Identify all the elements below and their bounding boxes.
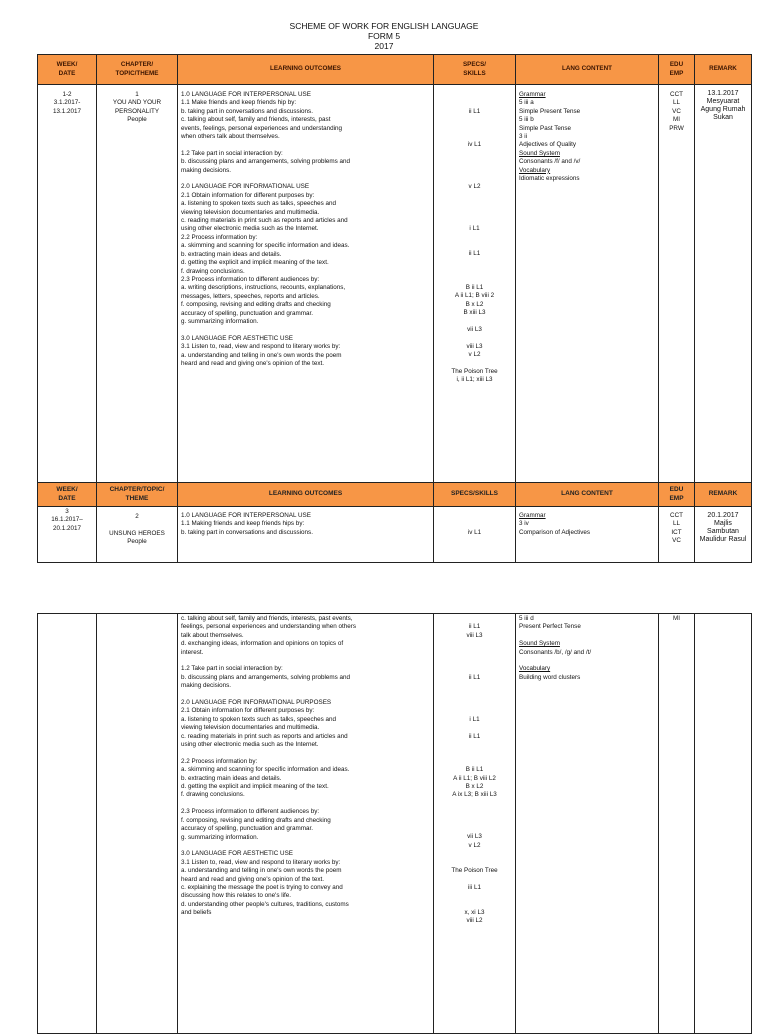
outcome-line: 3.0 LANGUAGE FOR AESTHETIC USE	[181, 850, 293, 858]
outcome-line: a. understanding and telling in one's own words the poem	[181, 867, 342, 875]
specs-line: A ii L1; B viii 2	[454, 292, 495, 300]
outcome-line: using other electronic media such as the Internet.	[181, 741, 319, 749]
specs-line	[437, 158, 512, 166]
outcome-line: when others talk about themselves.	[181, 133, 280, 141]
specs-line	[437, 900, 512, 908]
outcomes-cell	[178, 507, 434, 563]
outcome-line: c. reading materials in print such as reports and articles and	[181, 217, 348, 225]
outcome-line: messages, letters, speeches, reports and articles.	[181, 292, 320, 300]
outcome-line: 1.1 Make friends and keep friends hip by:	[181, 99, 297, 107]
scheme-table-page-2	[37, 613, 752, 1034]
outcome-line: 2.1 Obtain information for different purposes by:	[181, 191, 315, 199]
remark-cell: 13.1.2017 Mesyuarat Agung Rumah Sukan	[695, 85, 752, 483]
table-row-week-3-continued	[38, 614, 752, 1034]
outcome-line: d. getting the explicit and implicit meaning of the text.	[181, 259, 329, 267]
outcome-line: b. taking part in conversations and discussions.	[181, 107, 313, 115]
specs-line: vii L3	[467, 833, 482, 841]
outcome-line: 2.2 Process information by:	[181, 233, 258, 241]
specs-line	[437, 749, 512, 757]
outcome-line: 2.3 Process information to different audiences by:	[181, 275, 320, 283]
specs-line	[437, 217, 512, 225]
col-header-specs-2: SPECS/SKILLS	[434, 483, 516, 507]
specs-line	[437, 808, 512, 816]
chapter-cell	[97, 614, 178, 1034]
outcome-line: 2.3 Process information to different audiences by:	[181, 808, 320, 816]
outcome-line: a. writing descriptions, instructions, recounts, explanations,	[181, 284, 346, 292]
specs-line: iv L1	[467, 528, 482, 536]
outcome-line: a. listening to spoken texts such as talks, speeches and	[181, 200, 337, 208]
col-header-chapter: CHAPTER/ TOPIC/THEME	[97, 55, 178, 85]
outcome-line: a. understanding and telling in one's own words the poem	[181, 351, 342, 359]
outcome-line: using other electronic media such as the Internet.	[181, 225, 319, 233]
outcome-line: 2.2 Process information by:	[181, 757, 258, 765]
remark-cell: 20.1.2017 Majlis Sambutan Maulidur Rasul	[695, 507, 752, 563]
outcome-line: f. drawing conclusions.	[181, 791, 245, 799]
outcome-line: viewing television documentaries and multimedia.	[181, 724, 320, 732]
lang-content-cell	[516, 85, 659, 483]
title-line-1: SCHEME OF WORK FOR ENGLISH LANGUAGE	[289, 21, 479, 31]
specs-line	[437, 318, 512, 326]
outcome-line	[181, 141, 430, 149]
chapter-cell: 2 UNSUNG HEROES People	[97, 507, 178, 563]
lang-content-line: Simple Past Tense	[519, 124, 572, 132]
specs-cell	[434, 507, 516, 563]
col-header-lang-content-2: LANG CONTENT	[516, 483, 659, 507]
specs-line	[437, 259, 512, 267]
col-header-remark-2: REMARK	[695, 483, 752, 507]
specs-cell	[434, 614, 516, 1034]
scheme-table-page-1	[37, 54, 752, 563]
specs-line: ii L1	[468, 623, 481, 631]
outcome-line: viewing television documentaries and multimedia.	[181, 208, 320, 216]
specs-line	[437, 615, 512, 623]
lang-content-line: Vocabulary	[519, 665, 551, 673]
specs-line: B x L2	[465, 782, 484, 790]
specs-line	[437, 234, 512, 242]
outcomes-cell	[178, 614, 434, 1034]
outcome-line: 2.0 LANGUAGE FOR INFORMATIONAL USE	[181, 183, 310, 191]
edu-emp-cell: CCT LL VC MI PRW	[659, 85, 695, 483]
outcome-line: f. drawing conclusions.	[181, 267, 245, 275]
specs-line: ii L1	[468, 673, 481, 681]
specs-line	[437, 133, 512, 141]
remark-cell	[695, 614, 752, 1034]
edu-emp-cell: CCT LL ICT VC	[659, 507, 695, 563]
specs-line: x, xi L3	[464, 908, 485, 916]
specs-line	[437, 192, 512, 200]
col-header-lang-content: LANG CONTENT	[516, 55, 659, 85]
outcome-line: g. summarizing information.	[181, 317, 259, 325]
specs-line	[437, 892, 512, 900]
specs-line: B ii L1	[465, 766, 484, 774]
col-header-edu-emp-2: EDU EMP	[659, 483, 695, 507]
specs-line	[437, 334, 512, 342]
specs-line: ii L1	[468, 107, 481, 115]
specs-line: A ii L1; B viii L2	[453, 774, 496, 782]
outcome-line: b. discussing plans and arrangements, solving problems and	[181, 673, 351, 681]
outcome-line: 3.1 Listen to, read, view and respond to literary works by:	[181, 858, 341, 866]
specs-line	[437, 640, 512, 648]
week-date-cell: 3 16.1.2017– 20.1.2017	[38, 507, 97, 563]
col-header-week: WEEK/ DATE	[38, 55, 97, 85]
outcome-line: heard and read and giving one's opinion of the text.	[181, 875, 324, 883]
outcome-line	[181, 691, 430, 699]
outcome-line: 1.0 LANGUAGE FOR INTERPERSONAL USE	[181, 512, 311, 519]
col-header-remark: REMARK	[695, 55, 752, 85]
outcome-line: f. composing, revising and editing drafts and checking	[181, 301, 331, 309]
lang-content-line: Present Perfect Tense	[519, 623, 581, 631]
lang-content-line: 5 iii b	[519, 116, 534, 124]
outcome-line: accuracy of spelling, punctuation and grammar.	[181, 825, 313, 833]
lang-content-cell	[516, 614, 659, 1034]
specs-line: vii L3	[467, 326, 482, 334]
col-header-outcomes: LEARNING OUTCOMES	[178, 55, 434, 85]
specs-line	[437, 691, 512, 699]
lang-content-line: 3 ii	[519, 133, 528, 141]
specs-line: viii L3	[466, 631, 483, 639]
specs-line	[437, 850, 512, 858]
specs-line	[437, 150, 512, 158]
specs-line	[437, 758, 512, 766]
col-header-outcomes-2: LEARNING OUTCOMES	[178, 483, 434, 507]
outcome-line: 1.2 Take part in social interaction by:	[181, 149, 283, 157]
outcome-line: 1.1 Making friends and keep friends hips by:	[181, 520, 305, 528]
specs-line	[437, 649, 512, 657]
specs-line: ii L1	[468, 250, 481, 258]
outcome-line: d. understanding other people's cultures, traditions, customs	[181, 900, 349, 908]
specs-line: B x L2	[465, 300, 484, 308]
outcome-line: making decisions.	[181, 682, 232, 690]
outcome-line: 1.0 LANGUAGE FOR INTERPERSONAL USE	[181, 91, 311, 98]
outcome-line: talk about themselves.	[181, 631, 244, 639]
outcome-line: f. composing, revising and editing drafts and checking	[181, 816, 331, 824]
outcome-line: heard and read and giving one's opinion of the text.	[181, 359, 324, 367]
outcome-line: making decisions.	[181, 166, 232, 174]
specs-line	[437, 267, 512, 275]
col-header-edu-emp: EDU EMP	[659, 55, 695, 85]
lang-content-line: Consonants /f/ and /v/	[519, 158, 581, 166]
document-title	[0, 21, 768, 51]
lang-content-cell	[516, 507, 659, 563]
outcome-line: accuracy of spelling, punctuation and grammar.	[181, 309, 313, 317]
outcome-line: d. getting the explicit and implicit meaning of the text.	[181, 783, 329, 791]
lang-content-line	[519, 657, 655, 665]
specs-line: i L1	[469, 225, 480, 233]
outcomes-cell	[178, 85, 434, 483]
col-header-specs: SPECS/ SKILLS	[434, 55, 516, 85]
outcome-line: events, feelings, personal experiences and understanding	[181, 124, 343, 132]
specs-line: iv L1	[467, 141, 482, 149]
specs-line	[437, 707, 512, 715]
lang-content-line: 5 iii d	[519, 615, 534, 622]
outcome-line: 1.2 Take part in social interaction by:	[181, 665, 283, 673]
specs-line	[437, 167, 512, 175]
outcome-line: b. extracting main ideas and details.	[181, 774, 282, 782]
outcome-line: a. listening to spoken texts such as talks, speeches and	[181, 715, 337, 723]
specs-line	[437, 657, 512, 665]
outcome-line: c. talking about self, family and friends, interests, past	[181, 116, 331, 124]
outcome-line: b. extracting main ideas and details.	[181, 250, 282, 258]
specs-line	[437, 741, 512, 749]
outcome-line: discussing how this relates to one's life.	[181, 892, 292, 900]
col-header-week-2: WEEK/ DATE	[38, 483, 97, 507]
lang-content-line: Grammar	[519, 91, 546, 98]
lang-content-line: Adjectives of Quality	[519, 141, 577, 149]
outcome-line: 3.0 LANGUAGE FOR AESTHETIC USE	[181, 334, 293, 342]
specs-line: B ii L1	[465, 284, 484, 292]
title-line-3: 2017	[374, 41, 394, 51]
week-date-cell: 1-2 3.1.2017- 13.1.2017	[38, 85, 97, 483]
specs-line	[437, 699, 512, 707]
specs-line	[437, 99, 512, 107]
outcome-line	[181, 175, 430, 183]
outcome-line: a. skimming and scanning for specific information and ideas.	[181, 242, 350, 250]
edu-emp-cell: MI	[659, 614, 695, 1034]
specs-line: ii L1	[468, 732, 481, 740]
outcome-line: b. taking part in conversations and discussions.	[181, 528, 313, 536]
outcome-line	[181, 800, 430, 808]
outcome-line: b. discussing plans and arrangements, solving problems and	[181, 158, 351, 166]
specs-line	[437, 512, 512, 520]
outcome-line: c. reading materials in print such as reports and articles and	[181, 732, 348, 740]
lang-content-line: 5 iii a	[519, 99, 534, 107]
outcome-line: feelings, personal experiences and understanding when others	[181, 623, 357, 631]
specs-line: v L2	[468, 351, 481, 359]
outcome-line	[181, 842, 430, 850]
outcome-line: 3.1 Listen to, read, view and respond to literary works by:	[181, 343, 341, 351]
outcome-line: interest.	[181, 648, 204, 656]
lang-content-line: Comparison of Adjectives	[519, 528, 591, 536]
lang-content-line: Idiomatic expressions	[519, 175, 580, 183]
outcome-line: d. exchanging ideas, information and opinions on topics of	[181, 640, 344, 648]
outcome-line: c. talking about self, family and friends, interests, past events,	[181, 615, 353, 622]
specs-line	[437, 91, 512, 99]
specs-line	[437, 520, 512, 528]
specs-line: A ix L3; B xiii L3	[452, 791, 497, 799]
specs-line	[437, 242, 512, 250]
outcome-line	[181, 326, 430, 334]
outcome-line: g. summarizing information.	[181, 833, 259, 841]
lang-content-line	[519, 632, 655, 640]
week-date-cell	[38, 614, 97, 1034]
specs-line	[437, 175, 512, 183]
specs-line	[437, 125, 512, 133]
outcome-line: and beliefs	[181, 909, 212, 917]
specs-line	[437, 724, 512, 732]
specs-line	[437, 276, 512, 284]
specs-line	[437, 875, 512, 883]
outcome-line: c. explaining the message the poet is trying to convey and	[181, 883, 343, 891]
table-header-row	[38, 55, 752, 85]
lang-content-line: 3 iv	[519, 520, 529, 528]
specs-cell	[434, 85, 516, 483]
specs-line	[437, 665, 512, 673]
outcome-line: a. skimming and scanning for specific information and ideas.	[181, 766, 350, 774]
table-row-week-1	[38, 85, 752, 483]
specs-line	[437, 360, 512, 368]
specs-line: viii L2	[466, 917, 483, 925]
specs-line	[437, 825, 512, 833]
specs-line: v L2	[468, 841, 481, 849]
specs-line	[437, 200, 512, 208]
outcome-line: 2.1 Obtain information for different purposes by:	[181, 707, 315, 715]
specs-line: i, ii L1; xiii L3	[456, 376, 493, 384]
lang-content-line: Consonants /b/, /g/ and /t/	[519, 648, 592, 656]
chapter-cell: 1 YOU AND YOUR PERSONALITY People	[97, 85, 178, 483]
lang-content-line: Vocabulary	[519, 166, 551, 174]
specs-line	[437, 682, 512, 690]
specs-line: viii L3	[466, 342, 483, 350]
col-header-chapter-2: CHAPTER/TOPIC/ THEME	[97, 483, 178, 507]
table-header-row-2	[38, 483, 752, 507]
specs-line	[437, 800, 512, 808]
table-row-week-3	[38, 507, 752, 563]
specs-line	[437, 817, 512, 825]
lang-content-line: Sound System	[519, 640, 560, 648]
outcome-line	[181, 657, 430, 665]
lang-content-line: Building word clusters	[519, 673, 581, 681]
specs-line	[437, 116, 512, 124]
lang-content-line: Grammar	[519, 512, 546, 519]
lang-content-line: Simple Present Tense	[519, 107, 581, 115]
specs-line	[437, 209, 512, 217]
specs-line: i L1	[469, 715, 480, 723]
specs-line	[437, 859, 512, 867]
lang-content-line: Sound System	[519, 149, 560, 157]
specs-line: The Poison Tree	[451, 866, 498, 874]
outcome-line	[181, 749, 430, 757]
specs-line: The Poison Tree	[451, 368, 498, 376]
outcome-line: 2.0 LANGUAGE FOR INFORMATIONAL PURPOSES	[181, 699, 332, 707]
specs-line: v L2	[468, 183, 481, 191]
specs-line: B xiii L3	[463, 309, 486, 317]
title-line-2: FORM 5	[367, 31, 401, 41]
specs-line: iii L1	[468, 883, 481, 891]
